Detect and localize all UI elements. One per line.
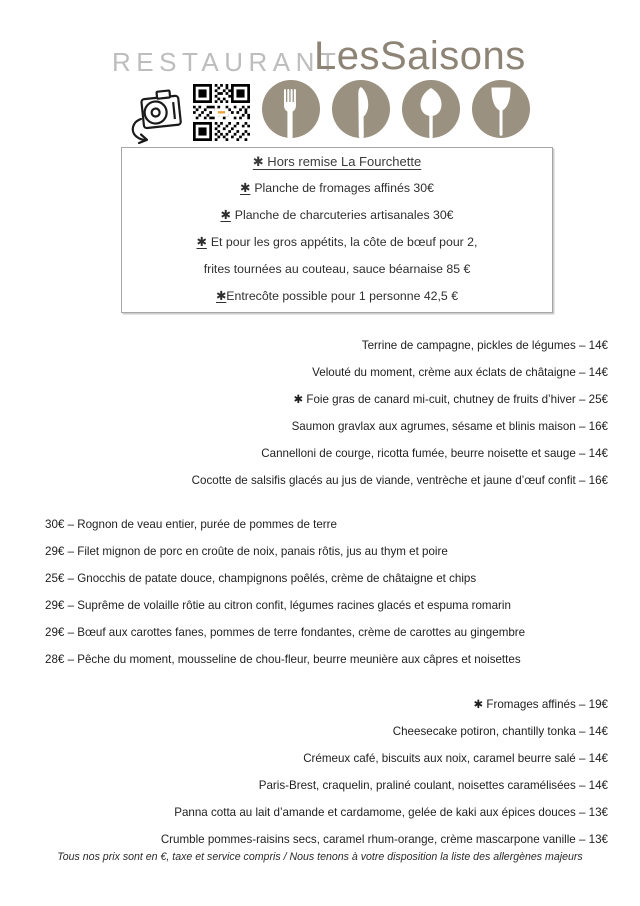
asterisk-marker: ✱ xyxy=(196,235,207,249)
special-box-item: ✱ Planche de fromages affinés 30€ xyxy=(240,181,434,195)
menu-item: Velouté du moment, crème aux éclats de châtaigne – 14€ xyxy=(312,366,608,379)
menu-item: 28€ – Pêche du moment, mousseline de chou-fleur, beurre meunière aux câpres et noisettes xyxy=(45,653,521,666)
menu-item: ✱ Foie gras de canard mi-cuit, chutney de fruits d’hiver – 25€ xyxy=(293,393,608,406)
asterisk-marker: ✱ xyxy=(220,208,231,222)
menu-item: 29€ – Bœuf aux carottes fanes, pommes de terre fondantes, crème de carottes au gingembre xyxy=(45,626,526,639)
special-offers-box xyxy=(121,147,553,313)
menu-item: Cocotte de salsifis glacés au jus de viande, ventrèche et jaune d’œuf confit – 16€ xyxy=(191,474,608,487)
fork-icon xyxy=(260,80,322,142)
starters-list xyxy=(192,332,608,494)
menu-item: Crumble pommes-raisins secs, caramel rhum-orange, crème mascarpone vanille – 13€ xyxy=(160,833,608,846)
menu-item: 25€ – Gnocchis de patate douce, champignons poêlés, crème de châtaigne et chips xyxy=(45,572,477,585)
menu-item: Cannelloni de courge, ricotta fumée, beurre noisette et sauge – 14€ xyxy=(261,447,608,460)
special-box-title: ✱ Hors remise La Fourchette xyxy=(252,154,422,169)
menu-item: Saumon gravlax aux agrumes, sésame et blinis maison – 16€ xyxy=(291,420,608,433)
footer-note: Tous nos prix sont en €, taxe et service compris / Nous tenons à votre disposition la liste des allergènes majeurs xyxy=(57,851,583,863)
knife-icon xyxy=(330,80,392,142)
desserts-list xyxy=(161,691,608,853)
cutlery-icons xyxy=(260,80,532,142)
menu-item: 29€ – Filet mignon de porc en croûte de noix, panais rôtis, jus au thym et poire xyxy=(45,545,448,558)
qr-code xyxy=(193,84,250,146)
menu-item: ✱ Fromages affinés – 19€ xyxy=(473,698,608,711)
special-box-item: ✱ Et pour les gros appétits, la côte de bœuf pour 2, xyxy=(196,235,478,249)
menu-item: 29€ – Suprême de volaille rôtie au citron confit, légumes racines glacés et espuma romarin xyxy=(45,599,511,612)
mains-list xyxy=(45,511,525,673)
menu-item: Cheesecake potiron, chantilly tonka – 14€ xyxy=(392,725,608,738)
camera-scan-icon xyxy=(128,86,186,153)
brand-name: LesSaisons xyxy=(314,34,526,78)
brand-prefix: RESTAURANT xyxy=(112,47,342,77)
menu-item: Terrine de campagne, pickles de légumes – 14€ xyxy=(361,339,608,352)
special-box-item: ✱Entrecôte possible pour 1 personne 42,5 € xyxy=(215,289,459,303)
menu-item: Crémeux café, biscuits aux noix, caramel beurre salé – 14€ xyxy=(303,752,608,765)
special-box-item: frites tournées au couteau, sauce béarnaise 85 € xyxy=(203,262,471,276)
special-box-item: ✱ Planche de charcuteries artisanales 30€ xyxy=(220,208,454,222)
asterisk-marker: ✱ xyxy=(240,181,251,195)
asterisk-marker: ✱ xyxy=(215,289,227,303)
menu-item: Panna cotta au lait d’amande et cardamome, gelée de kaki aux épices douces – 13€ xyxy=(174,806,608,819)
spoon-icon xyxy=(400,80,462,142)
menu-item: Paris-Brest, craquelin, praliné coulant, noisettes caramélisées – 14€ xyxy=(258,779,608,792)
menu-item: 30€ – Rognon de veau entier, purée de pommes de terre xyxy=(45,518,337,531)
wine-glass-icon xyxy=(470,80,532,142)
